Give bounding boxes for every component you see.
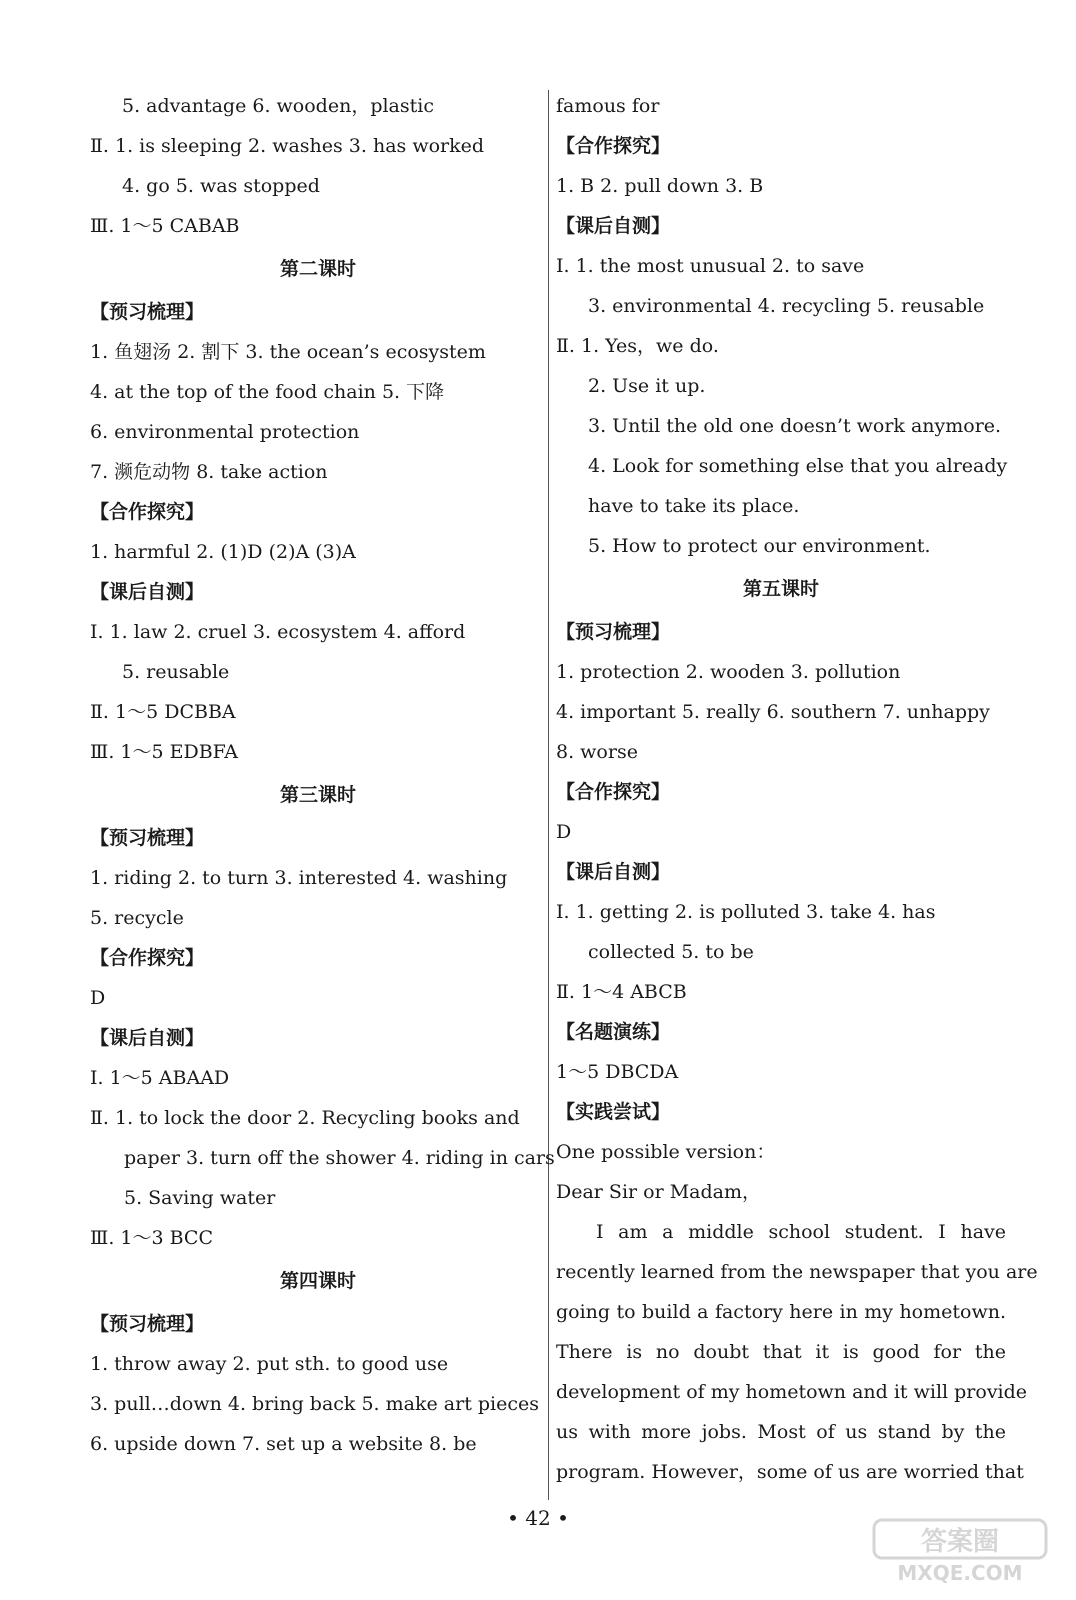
answer-line: Ⅱ. 1. Yes，we do.: [556, 335, 719, 357]
answer-line: 5. Saving water: [124, 1187, 276, 1209]
answer-line: Ⅰ. 1. the most unusual 2. to save: [556, 255, 865, 277]
answer-line: Ⅲ. 1～5 CABAB: [90, 215, 240, 237]
answer-line: have to take its place.: [588, 495, 800, 517]
answer-line: 5. recycle: [90, 907, 184, 929]
essay-text: program. However，some of us are worried that: [556, 1461, 1024, 1483]
essay-text: There is no doubt that it is good for the: [556, 1341, 1006, 1363]
answer-line: Ⅱ. 1. to lock the door 2. Recycling books and: [90, 1107, 520, 1129]
answer-line: 4. important 5. really 6. southern 7. unhappy: [556, 701, 990, 723]
essay-line: Dear Sir or Madam，: [556, 1181, 761, 1203]
answer-line: 1. 鱼翅汤 2. 割下 3. the ocean’s ecosystem: [90, 341, 486, 363]
answer-line: D: [556, 821, 572, 843]
column-divider: [548, 90, 549, 1500]
answer-line: 6. environmental protection: [90, 421, 360, 443]
answer-line: 5. How to protect our environment.: [588, 535, 931, 557]
answer-line: Ⅰ. 1. law 2. cruel 3. ecosystem 4. afford: [90, 621, 466, 643]
answer-line: 1. throw away 2. put sth. to good use: [90, 1353, 449, 1375]
answer-line: paper 3. turn off the shower 4. riding in cars: [124, 1147, 555, 1169]
answer-line: collected 5. to be: [588, 941, 754, 963]
section-heading: 【课后自测】: [556, 215, 671, 237]
answer-line: 1. protection 2. wooden 3. pollution: [556, 661, 901, 683]
section-heading: 【预习梳理】: [90, 1313, 205, 1335]
answer-line: 3. environmental 4. recycling 5. reusable: [588, 295, 985, 317]
lesson-title: 第三课时: [279, 784, 356, 806]
answer-line: 1～5 DBCDA: [556, 1061, 679, 1083]
answer-line: Ⅱ. 1～4 ABCB: [556, 981, 687, 1003]
essay-text: development of my hometown and it will provide: [556, 1381, 1028, 1403]
section-heading: 【预习梳理】: [556, 621, 671, 643]
answer-line: Ⅰ. 1～5 ABAAD: [90, 1067, 230, 1089]
essay-text: going to build a factory here in my hometown.: [556, 1301, 1006, 1323]
answer-line: Ⅱ. 1～5 DCBBA: [90, 701, 236, 723]
answer-line: 5. reusable: [122, 661, 230, 683]
essay-line: [556, 1452, 1024, 1492]
section-heading: 【实践尝试】: [556, 1101, 671, 1123]
lesson-title: 第五课时: [742, 578, 819, 600]
answer-line: D: [90, 987, 106, 1009]
answer-line: Ⅰ. 1. getting 2. is polluted 3. take 4. has: [556, 901, 936, 923]
essay-line: [556, 1412, 1006, 1452]
answer-line: Ⅲ. 1～3 BCC: [90, 1227, 214, 1249]
left-column: [90, 86, 555, 1464]
section-heading: 【课后自测】: [556, 861, 671, 883]
answer-line: 8. worse: [556, 741, 638, 763]
answer-line: 7. 濒危动物 8. take action: [90, 461, 328, 483]
essay-text: us with more jobs. Most of us stand by the: [556, 1421, 1006, 1443]
page-number: • 42 •: [507, 1506, 569, 1530]
svg-text:MXQE.COM: MXQE.COM: [897, 1561, 1023, 1585]
answer-line: 4. go 5. was stopped: [122, 175, 320, 197]
lesson-title: 第四课时: [279, 1270, 356, 1292]
section-heading: 【合作探究】: [90, 501, 205, 523]
answer-line: 6. upside down 7. set up a website 8. be: [90, 1433, 477, 1455]
section-heading: 【合作探究】: [90, 947, 205, 969]
answer-line: 3. pull…down 4. bring back 5. make art pieces: [90, 1393, 539, 1415]
essay-line: [556, 1212, 1006, 1252]
answer-line: Ⅱ. 1. is sleeping 2. washes 3. has worked: [90, 135, 485, 157]
answer-line: 4. at the top of the food chain 5. 下降: [90, 381, 445, 403]
lesson-title: 第二课时: [279, 258, 356, 280]
answer-line: 1. B 2. pull down 3. B: [556, 175, 764, 197]
essay-text: I am a middle school student. I have: [596, 1221, 1006, 1243]
section-heading: 【课后自测】: [90, 581, 205, 603]
essay-line: One possible version：: [556, 1141, 776, 1163]
essay-line: [556, 1372, 1028, 1412]
answer-line: Ⅲ. 1～5 EDBFA: [90, 741, 238, 763]
answer-line: 3. Until the old one doesn’t work anymore.: [588, 415, 1002, 437]
watermark-logo: [870, 1516, 1050, 1586]
essay-text: recently learned from the newspaper that you are: [556, 1261, 1038, 1283]
essay-line: [556, 1292, 1006, 1332]
section-heading: 【合作探究】: [556, 135, 671, 157]
right-column: [556, 86, 1038, 1492]
answer-line: 1. riding 2. to turn 3. interested 4. washing: [90, 867, 508, 889]
answer-line: 1. harmful 2. (1)D (2)A (3)A: [90, 541, 356, 563]
section-heading: 【名题演练】: [556, 1021, 671, 1043]
section-heading: 【合作探究】: [556, 781, 671, 803]
section-heading: 【预习梳理】: [90, 301, 205, 323]
answer-line: famous for: [556, 95, 660, 117]
answer-line: 4. Look for something else that you already: [588, 455, 1008, 477]
svg-text:答案圈: 答案圈: [920, 1527, 1000, 1557]
section-heading: 【课后自测】: [90, 1027, 205, 1049]
essay-line: [556, 1332, 1006, 1372]
answer-line: 2. Use it up.: [588, 375, 706, 397]
answer-line: 5. advantage 6. wooden，plastic: [122, 95, 434, 117]
essay-line: [556, 1252, 1038, 1292]
section-heading: 【预习梳理】: [90, 827, 205, 849]
